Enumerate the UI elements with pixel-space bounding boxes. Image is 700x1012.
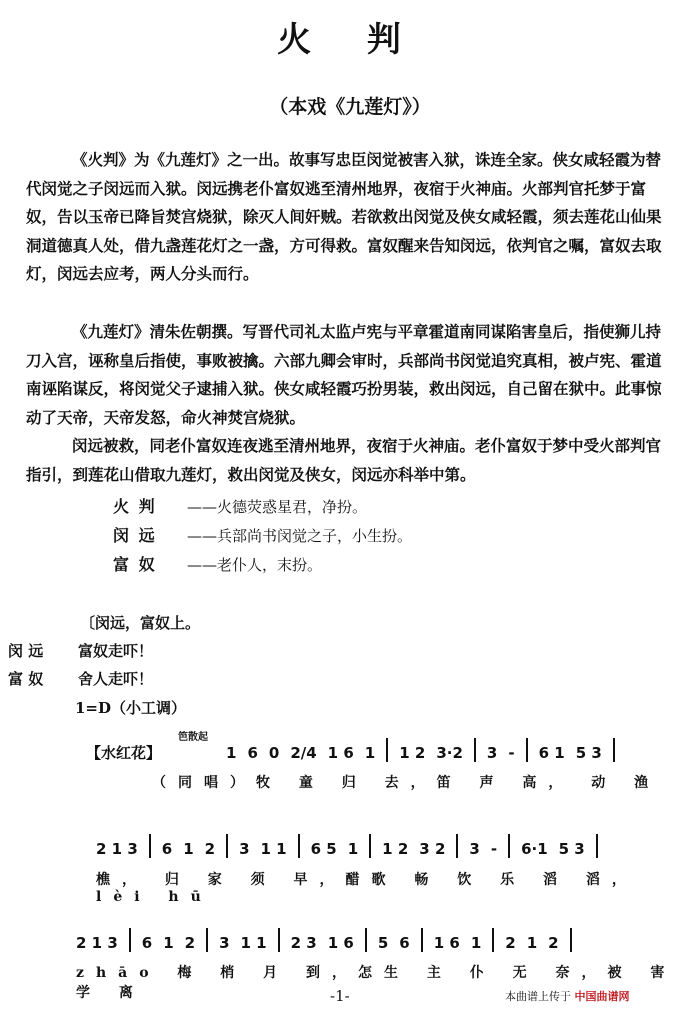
notation-line <box>76 912 696 952</box>
bar-line <box>149 834 151 858</box>
lyrics-row-3: zhāo 梅 梢 月 到，怎生 主 仆 无 奈，被 害 学 离 <box>76 965 677 1001</box>
note: 0 <box>268 744 280 762</box>
cast-row: 富 奴 ——老仆人，末扮。 <box>113 555 323 574</box>
notation-line <box>226 722 696 762</box>
bar-line <box>278 928 280 952</box>
note: 2 <box>505 934 516 952</box>
bar-line <box>386 738 388 762</box>
note: 2 <box>204 840 216 858</box>
note: 1 <box>526 934 538 952</box>
note: 1 6 <box>433 934 460 952</box>
note: 3·2 <box>436 744 463 762</box>
note: 1 <box>470 934 482 952</box>
note: 6·1 <box>521 840 548 858</box>
cast-list <box>113 492 412 579</box>
note: 3 <box>239 840 250 858</box>
intro-paragraph-3: 闵远被救，同老仆富奴连夜逃至清州地界，夜宿于火神庙。老仆富奴于梦中受火部判官指引，到莲花山借取九莲灯，救出闵觉及侠女，闵远亦科举中第。 <box>26 436 662 484</box>
note: 1 6 <box>327 744 354 762</box>
note: 1 1 <box>240 934 267 952</box>
note: 6 5 <box>310 840 337 858</box>
note: 2 3 <box>290 934 317 952</box>
cast-row: 火 判 ——火德荧惑星君，净扮。 <box>113 497 368 516</box>
bar-line <box>492 928 494 952</box>
note: 3 2 <box>419 840 446 858</box>
note: 6 <box>161 840 173 858</box>
note: 6 <box>141 934 153 952</box>
bar-line <box>456 834 458 858</box>
bar-line <box>570 928 572 952</box>
note: 1 6 <box>327 934 354 952</box>
cast-row: 闵 远 ——兵部尚书闵觉之子，小生扮。 <box>113 526 413 545</box>
note: 1 1 <box>260 840 287 858</box>
note: 2/4 <box>290 744 317 762</box>
note: 3 <box>219 934 230 952</box>
lyrics-row-2: 樵， 归 家 须 早，醋歌 畅 饮 乐 滔 滔， lèi hū <box>96 872 638 905</box>
note: 1 2 <box>382 840 409 858</box>
note: 6 1 <box>538 744 565 762</box>
note: 5 <box>377 934 389 952</box>
bar-line <box>226 834 228 858</box>
intro-paragraph-1: 《火判》为《九莲灯》之一出。故事写忠臣闵觉被害入狱，诛连全家。侠女咸轻霞为替代闵觉之子闵远而入狱。闵远携老仆富奴逃至清州地界，夜宿于火神庙。火部判官托梦于富奴，告以玉帝已降旨焚宫烧狱，除灭人间奸贼。若欲救出闵觉及侠女咸轻霞，须去莲花山仙果洞道德真人处，借九盏莲花灯之一盏，方可得救。富奴醒来告知闵远，依判官之嘱，富奴去取灯，闵远去应考，两人分头而行。 <box>26 150 662 283</box>
stage-direction: 〔闵远，富奴上。 <box>80 614 201 632</box>
note: 5 3 <box>558 840 585 858</box>
note: 1 <box>364 744 376 762</box>
bar-line <box>365 928 367 952</box>
bar-line <box>526 738 528 762</box>
bar-line <box>508 834 510 858</box>
page-title: 火 判 <box>277 20 423 60</box>
note: 1 <box>163 934 174 952</box>
note: - <box>508 744 515 762</box>
note: 2 1 3 <box>76 934 118 952</box>
note: 2 <box>184 934 196 952</box>
bar-line <box>298 834 300 858</box>
bar-line <box>369 834 371 858</box>
score-row-1 <box>226 722 696 762</box>
notation-line <box>96 818 696 858</box>
tune-name: 【水红花】 <box>86 744 162 762</box>
site-footer: 本曲谱上传于 中国曲谱网 <box>505 990 630 1003</box>
score-row-3 <box>76 912 696 952</box>
note: 1 2 <box>399 744 426 762</box>
note: - <box>490 840 498 858</box>
tempo-mark: 笆散起 <box>178 732 208 743</box>
note: 1 <box>347 840 359 858</box>
note: 5 3 <box>575 744 602 762</box>
bar-line <box>474 738 476 762</box>
note: 6 <box>247 744 258 762</box>
bar-line <box>206 928 208 952</box>
page-subtitle: （本戏《九莲灯》） <box>269 96 431 118</box>
note: 3 <box>486 744 498 762</box>
bar-line <box>613 738 615 762</box>
note: 1 <box>183 840 194 858</box>
bar-line <box>596 834 598 858</box>
lyrics-row-1: （同唱）牧 童 归 去，笛 声 高， 动 渔 <box>152 775 661 791</box>
bar-line <box>421 928 423 952</box>
score-row-2 <box>96 818 696 858</box>
note: 2 1 3 <box>96 840 138 858</box>
note: 3 <box>469 840 480 858</box>
note: 2 <box>548 934 559 952</box>
bar-line <box>129 928 131 952</box>
page-number: -1- <box>330 987 350 1005</box>
dialogue-line: 富 奴 舍人走吓！ <box>8 670 154 688</box>
intro-paragraph-2: 《九莲灯》清朱佐朝撰。写晋代司礼太监卢宪与平章霍道南同谋陷害皇后，指使狮儿持刀入宫，诬称皇后指使，事败被擒。六部九卿会审时，兵部尚书闵觉追究真相，被卢宪、霍道南诬陷谋反，将闵觉父子逮捕入狱。侠女咸轻霞巧扮男装，救出闵远，自己留在狱中。此事惊动了天帝，天帝发怒，命火神焚宫烧狱。 <box>26 322 662 427</box>
note: 1 <box>226 744 237 762</box>
note: 6 <box>399 934 410 952</box>
site-logo[interactable]: 中国曲谱网 <box>574 990 630 1003</box>
key-signature: 1=D（小工调） <box>75 699 187 717</box>
dialogue-line: 闵 远 富奴走吓！ <box>8 642 154 660</box>
